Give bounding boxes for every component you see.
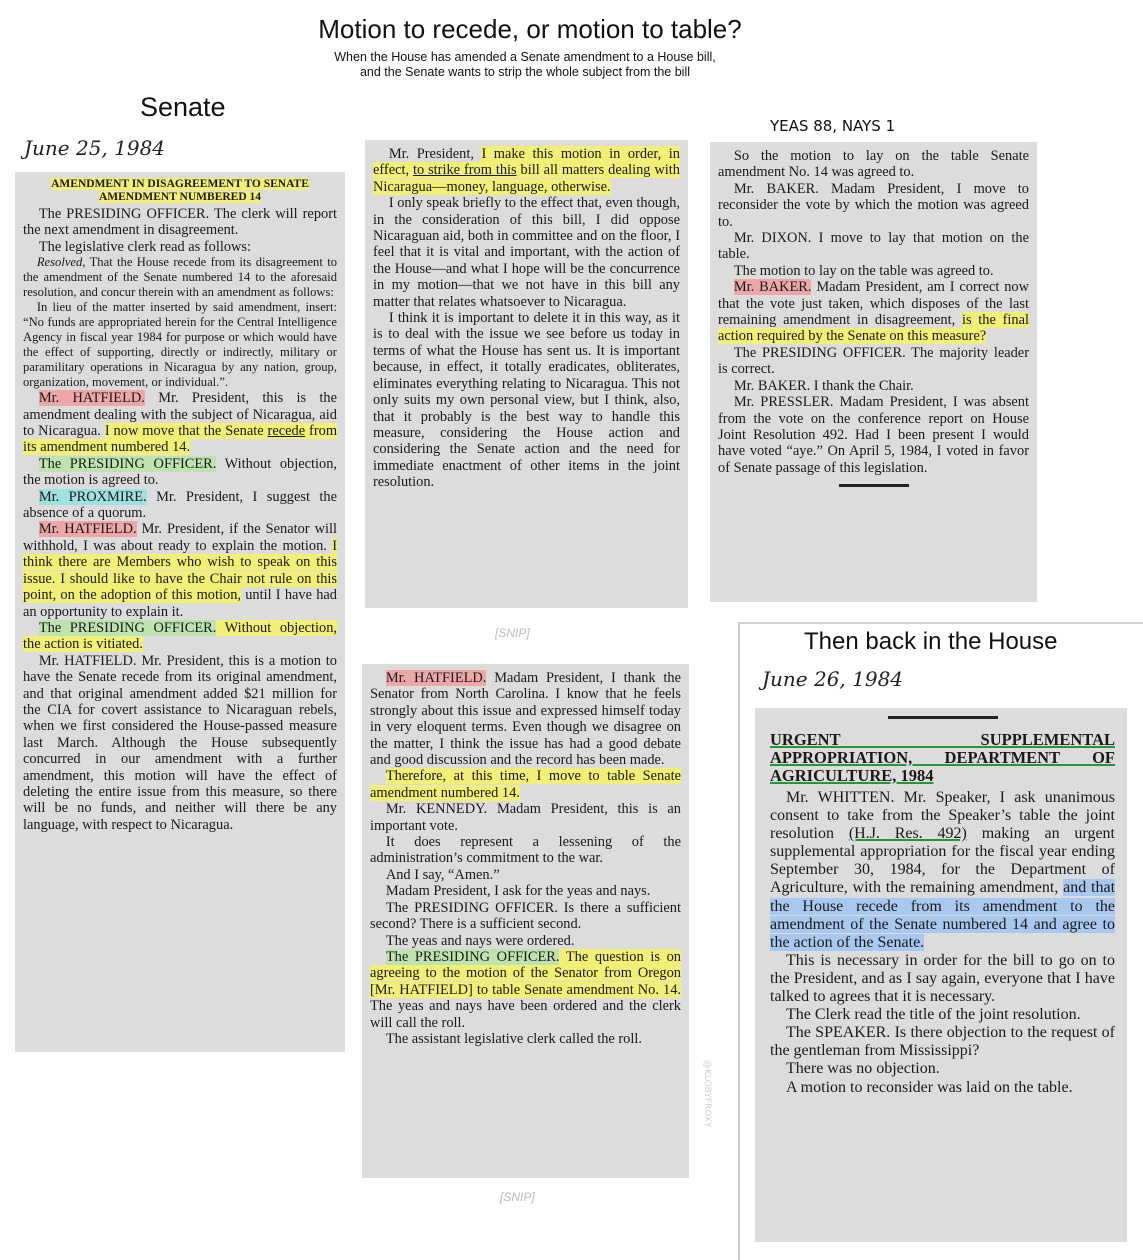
col2b-p4: It does represent a lessening of the administration’s commitment to the war. bbox=[370, 834, 681, 867]
col2b-p1 bbox=[370, 670, 681, 768]
col3-p3: Mr. DIXON. I move to lay that motion on the table. bbox=[718, 230, 1029, 263]
house-p2: This is necessary in order for the bill to go on to the President, and as I say again, everyone that I have talked to agrees that it is necessary. bbox=[770, 951, 1115, 1006]
speaker-hatfield: Mr. HATFIELD. bbox=[38, 390, 145, 407]
table-motion-highlight: Therefore, at this time, I move to table Senate amendment numbered 14. bbox=[370, 768, 681, 801]
col2b-p5: And I say, “Amen.” bbox=[385, 866, 500, 883]
col2b-p10: The assistant legislative clerk called the roll. bbox=[385, 1030, 642, 1047]
clipping-rule bbox=[839, 484, 909, 487]
recede-word: recede bbox=[267, 423, 306, 440]
col1-p5 bbox=[23, 390, 337, 456]
col1-p8 bbox=[23, 521, 337, 619]
col1-p5-text: Mr. President, this is the amendment dealing with the subject of Nicaragua, aid to Nicaragua. bbox=[23, 390, 337, 440]
strike-motion-1: I make this motion in order, in effect, bbox=[373, 146, 680, 179]
strike-motion-ul: to strike from this bbox=[412, 162, 517, 179]
speaker-hatfield-2: Mr. HATFIELD. bbox=[38, 521, 137, 538]
subtitle-line-2: and the Senate wants to strip the whole subject from the bill bbox=[359, 65, 691, 79]
col2b-p3: Mr. KENNEDY. Madam President, this is an important vote. bbox=[370, 801, 681, 834]
recede-motion-2: from its amendment numbered 14. bbox=[23, 423, 338, 456]
strike-motion-2: bill all matters dealing with Nicaragua—money, language, otherwise. bbox=[373, 162, 680, 195]
col2a-p2: I only speak briefly to the effect that, even though, in the consideration of this bill, I did oppose Nicaraguan aid, both in committee and on the floor, I feel that it is vital and important, with the action of the House—and what I hope will be the concurrence in my motion—that we not have in this bill any matter that relates whatsoever to Nicaragua. bbox=[373, 195, 680, 310]
amendment-heading-line-2: AMENDMENT NUMBERED 14 bbox=[98, 191, 262, 203]
senate-clipping-2a bbox=[365, 140, 688, 608]
hj-res-ref: (H.J. Res. 492) bbox=[848, 825, 967, 843]
senate-heading: Senate bbox=[140, 92, 226, 122]
senate-clipping-3 bbox=[710, 142, 1037, 602]
house-p4: The SPEAKER. Is there objection to the request of the gentleman from Mississippi? bbox=[770, 1024, 1115, 1060]
col3-p5-text: Madam President, am I correct now that the vote just taken, which disposes of the last remaining amendment in disagreement, bbox=[718, 279, 1030, 329]
speaker-presiding-officer-3: The PRESIDING OFFICER. bbox=[385, 948, 560, 965]
speaker-proxmire: Mr. PROXMIRE. bbox=[38, 488, 147, 505]
senate-clipping-2b bbox=[362, 664, 689, 1178]
col3-p8: Mr. PRESSLER. Madam President, I was absent from the vote on the conference report on House Joint Resolution 492. Had I been present I would have voted “aye.” On April 5, 1984, I voted in favor of Senate passage of this legislation. bbox=[718, 394, 1029, 476]
col1-p4: In lieu of the matter inserted by said amendment, insert: “No funds are appropriated herein for the Central Intelligence Agency in fiscal year 1984 for purpose or which would have the effect of supporting, directly or indirectly, military or paramilitary operations in Nicaragua by any nation, group, organization, movement, or individual.”. bbox=[23, 300, 337, 390]
vitiated-highlight-a: With bbox=[216, 619, 253, 636]
question-highlight: The question is on agreeing to the motion of the Senator from Oregon [Mr. HATFIELD] to table Senate amendment No. 14. bbox=[370, 948, 681, 998]
amendment-heading-line-1: AMENDMENT IN DISAGREEMENT TO SENATE bbox=[51, 178, 309, 190]
col1-p6 bbox=[23, 456, 337, 489]
col2b-p9-text: The yeas and nays have been ordered and the clerk will call the roll. bbox=[370, 998, 681, 1031]
speaker-baker: Mr. BAKER. bbox=[733, 279, 812, 296]
col2b-p2 bbox=[370, 768, 681, 801]
house-date: June 26, 1984 bbox=[762, 667, 904, 691]
house-heading: Then back in the House bbox=[804, 628, 1058, 655]
col3-p1: So the motion to lay on the table Senate amendment No. 14 was agreed to. bbox=[718, 148, 1029, 181]
col2b-p6: Madam President, I ask for the yeas and nays. bbox=[385, 883, 651, 900]
col3-p5 bbox=[718, 279, 1029, 345]
col2b-p8: The yeas and nays were ordered. bbox=[385, 932, 575, 949]
senate-clipping-1 bbox=[15, 172, 345, 1052]
col1-p8-text-b: until I have had an opportunity to explain it. bbox=[23, 587, 337, 620]
house-clipping bbox=[755, 708, 1127, 1242]
chair-request-highlight: I think there are Members who wish to speak on this issue. I should like to have the Chair not rule on this point, on the adoption of this motion, bbox=[23, 537, 337, 604]
speaker-presiding-officer: The PRESIDING OFFICER. bbox=[38, 455, 217, 472]
house-item-header: URGENT SUPPLEMENTAL APPROPRIATION, DEPARTMENT OF AGRICULTURE, 1984 bbox=[770, 730, 1115, 785]
house-p1-text-a: Mr. WHITTEN. Mr. Speaker, I ask unanimous consent to take from the Speaker’s table the joint resolution bbox=[770, 789, 1115, 843]
house-p5: There was no objection. bbox=[786, 1060, 940, 1078]
col1-p8-text: Mr. President, if the Senator will withhold, I was about ready to explain the motion. bbox=[23, 521, 337, 554]
snip-marker-1: [SNIP] bbox=[495, 626, 530, 640]
snip-marker-2: [SNIP] bbox=[500, 1190, 535, 1204]
col1-p3-text: That the House recede from its disagreement to the amendment of the Senate numbered 14 to the aforesaid resolution, and concur therein with an amendment as follows: bbox=[23, 255, 337, 300]
col2a-p1 bbox=[373, 146, 680, 195]
col1-p7-text: Mr. President, I suggest the absence of a quorum. bbox=[23, 488, 337, 522]
subtitle-line-1: When the House has amended a Senate amendment to a House bill, bbox=[334, 50, 716, 64]
page-subtitle bbox=[0, 50, 1050, 80]
col1-p7 bbox=[23, 489, 337, 522]
col1-p2: The legislative clerk read as follows: bbox=[38, 238, 252, 255]
resolved-word: Resolved, bbox=[36, 255, 86, 270]
recede-agree-highlight: and that the House recede from its amendment to the amendment of the Senate numbered 14 and agree to the action of the Senate. bbox=[770, 879, 1116, 951]
col2b-p7: The PRESIDING OFFICER. Is there a sufficient second? There is a sufficient second. bbox=[370, 899, 681, 933]
col3-p7: Mr. BAKER. I thank the Chair. bbox=[733, 377, 914, 394]
col2a-p1-text: Mr. President, bbox=[388, 146, 482, 162]
speaker-presiding-officer-2: The PRESIDING OFFICER. bbox=[38, 619, 217, 636]
col3-p6: The PRESIDING OFFICER. The majority leader is correct. bbox=[718, 344, 1029, 378]
vitiated-highlight-b: out objection, the action is vitiated. bbox=[23, 619, 337, 653]
col3-p4: The motion to lay on the table was agreed to. bbox=[733, 262, 994, 279]
recede-motion-1: I now move that the Senate bbox=[104, 423, 268, 440]
house-p1 bbox=[770, 789, 1115, 952]
house-p3: The Clerk read the title of the joint resolution. bbox=[786, 1006, 1081, 1024]
watermark: @KLOBYFROXY bbox=[702, 1060, 712, 1128]
col3-p2: Mr. BAKER. Madam President, I move to reconsider the vote by which the motion was agreed to. bbox=[718, 180, 1029, 230]
col2b-p9 bbox=[370, 949, 681, 1031]
col1-p6-text: Without objection, the motion is agreed to. bbox=[23, 455, 337, 489]
col1-p3 bbox=[23, 255, 337, 300]
page-title: Motion to recede, or motion to table? bbox=[318, 14, 742, 44]
house-p1-text-b: making an urgent supplemental appropriation for the fiscal year ending September 30, 1984, for the Department of Agriculture, with the remaining amendment, bbox=[770, 825, 1115, 897]
col1-p10: Mr. HATFIELD. Mr. President, this is a motion to have the Senate recede from its original amendment, and that original amendment added $21 million for the CIA for covert assistance to Nicaraguan rebels, when we first considered the House-passed measure last March. Although the House subsequently concurred in our amendment with a further amendment, this motion will have the effect of deleting the entire issue from this measure, so there will be no funds, and neither will there be any language, with respect to Nicaragua. bbox=[23, 652, 337, 833]
house-p6: A motion to reconsider was laid on the table. bbox=[786, 1078, 1073, 1096]
col2a-p3: I think it is important to delete it in this way, as it is to deal with the issue we see before us today in terms of what the House has sent us. It is important because, in effect, it totally eradicates, obliterates, eliminates everything relating to Nicaragua. This not only suits my own personal view, but I think, also, that it probably is the best way to handle this measure, considering the House action and considering the Senate action and the need for immediate enactment of other items in the joint resolution. bbox=[373, 310, 680, 491]
col2b-p1-text: Madam President, I thank the Senator from North Carolina. I know that he feels strongly about this issue and expressed himself today in very eloquent terms. Even though we disagree on the matter, I think the issue has had a good debate and good discussion and the record has been made. bbox=[370, 670, 681, 769]
vote-tally: YEAS 88, NAYS 1 bbox=[770, 117, 896, 135]
col1-p9 bbox=[23, 620, 337, 653]
amendment-heading bbox=[23, 178, 337, 204]
final-action-highlight: is the final action required by the Senate on this measure? bbox=[718, 312, 1030, 345]
col1-p1: The PRESIDING OFFICER. The clerk will report the next amendment in disagreement. bbox=[23, 206, 337, 239]
house-clipping-rule bbox=[888, 716, 998, 719]
senate-date: June 25, 1984 bbox=[24, 136, 166, 160]
speaker-hatfield-3: Mr. HATFIELD. bbox=[385, 670, 487, 686]
